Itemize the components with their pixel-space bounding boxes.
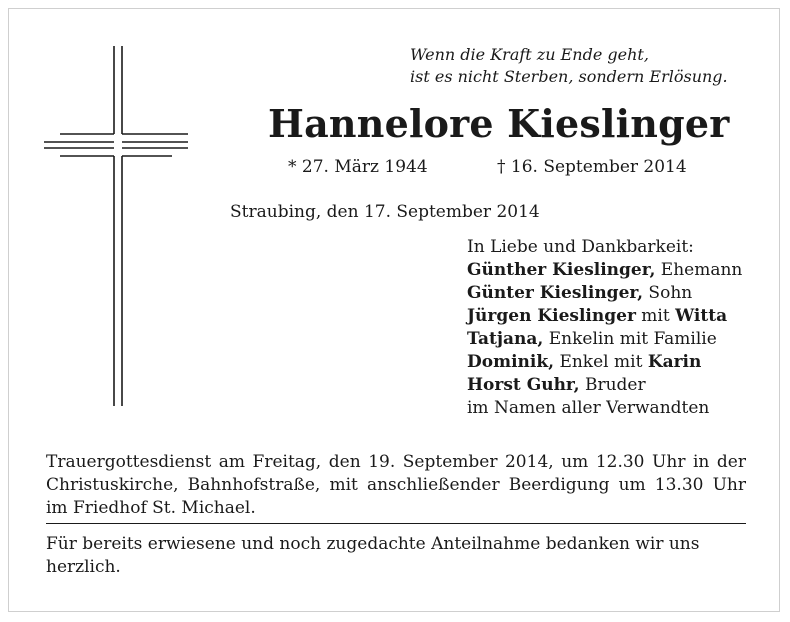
mourner-name: Dominik,	[467, 352, 555, 372]
mourner-row	[467, 259, 767, 282]
cross-icon	[42, 46, 192, 406]
mourner-name: Witta	[675, 306, 728, 326]
mourner-connector: mit	[635, 306, 676, 326]
mourners-list	[467, 236, 767, 420]
mourner-name: Jürgen Kieslinger	[467, 306, 636, 326]
quote-line-2: ist es nicht Sterben, sondern Erlösung.	[410, 67, 728, 86]
mourner-row	[467, 374, 767, 397]
mourner-name: Tatjana,	[467, 329, 544, 349]
mourner-relation: Enkelin mit Familie	[543, 329, 717, 349]
death-date: † 16. September 2014	[497, 157, 687, 177]
deceased-name: Hannelore Kieslinger	[268, 101, 730, 146]
mourners-intro: In Liebe und Dankbarkeit:	[467, 237, 694, 257]
quote-line-1: Wenn die Kraft zu Ende geht,	[410, 45, 649, 64]
mourner-row	[467, 328, 767, 351]
mourner-row	[467, 305, 767, 328]
thanks-note: Für bereits erwiesene und noch zugedachte Anteilnahme bedanken wir uns herzlich.	[46, 534, 700, 577]
mourner-name: Karin	[647, 352, 702, 372]
mourner-name: Horst Guhr,	[467, 375, 580, 395]
mourner-relation: Ehemann	[655, 260, 743, 280]
mourner-row	[467, 351, 767, 374]
mourner-relation: Sohn	[643, 283, 693, 303]
mourner-name: Günter Kieslinger,	[467, 283, 644, 303]
quote	[410, 44, 760, 88]
service-notice: Trauergottesdienst am Freitag, den 19. September 2014, um 12.30 Uhr in der Christuskirche, Bahnhofstraße, mit anschließender Beerdigung um 13.30 Uhr im Friedhof St. Michael.	[46, 452, 746, 518]
mourner-name: Günther Kieslinger,	[467, 260, 656, 280]
mourners-closing: im Namen aller Verwandten	[467, 398, 710, 418]
mourner-row	[467, 282, 767, 305]
birth-date: * 27. März 1944	[288, 157, 428, 177]
mourner-connector: Enkel mit	[554, 352, 648, 372]
mourner-relation: Bruder	[579, 375, 646, 395]
place-date: Straubing, den 17. September 2014	[230, 202, 540, 222]
divider	[46, 523, 746, 524]
